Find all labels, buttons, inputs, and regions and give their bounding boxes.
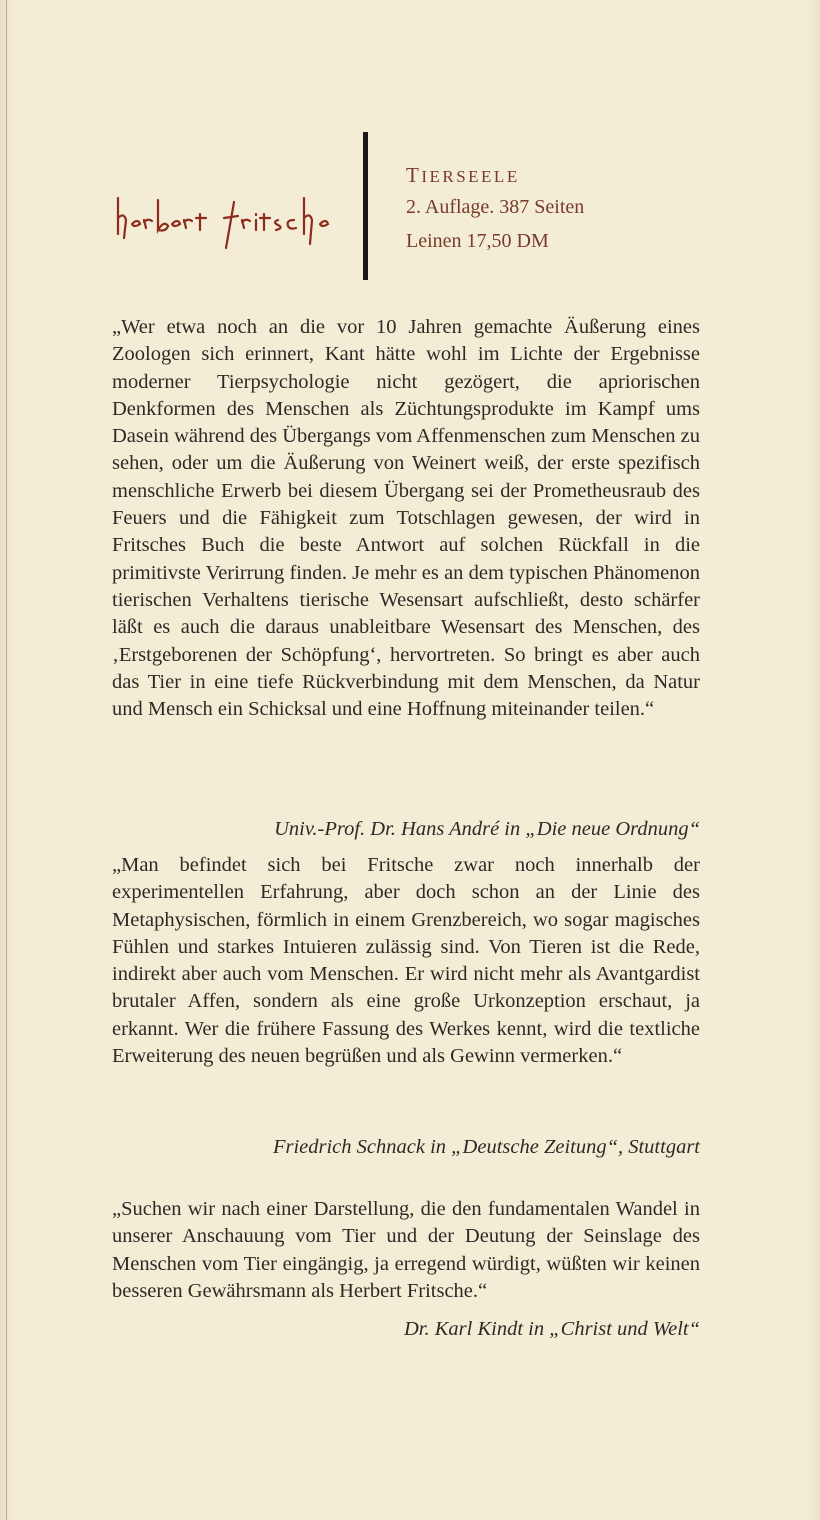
page-edge (6, 0, 7, 1520)
review-source-2: Friedrich Schnack in „Deutsche Zeitung“, Stuttgart (272, 1136, 700, 1158)
review-source-3: Dr. Karl Kindt in „Christ und Welt“ (404, 1318, 700, 1340)
review-source-1: Univ.-Prof. Dr. Hans André in „Die neue Ordnung“ (274, 818, 700, 840)
book-edition: 2. Auflage. 387 Seiten (406, 196, 585, 218)
vertical-divider (363, 132, 368, 280)
author-signature (112, 190, 352, 250)
review-quote-2: „Man befindet sich bei Fritsche zwar noch innerhalb der experimentellen Erfahrung, aber doch schon an der Linie des Metaphysischen, förmlich in einem Grenzbereich, wo sogar magisches Fühlen und starkes Intuieren zulässig sind. Von Tieren ist die Rede, indirekt aber auch vom Menschen. Er wird nicht mehr als Avantgardist brutaler Affen, sondern als eine große Urkonzeption erschaut, ja erkannt. Wer die frühere Fassung des Werkes kennt, wird die textliche Erweiterung des neuen begrüßen und als Gewinn vermerken.“ (112, 854, 700, 1068)
book-price: Leinen 17,50 DM (406, 230, 549, 252)
review-quote-1: „Wer etwa noch an die vor 10 Jahren gemachte Äußerung eines Zoologen sich erinnert, Kant hätte wohl im Lichte der Ergebnisse moderner Tierpsychologie nicht gezögert, die apriorischen Denkformen des Menschen als Züchtungsprodukte im Kampf ums Dasein während des Übergangs vom Affenmenschen zum Menschen zu sehen, oder um die Äußerung von Weinert weiß, der erste spezifisch menschliche Erwerb bei diesem Übergang sei der Prometheusraub des Feuers und die Fähigkeit zum Totschlagen gewesen, der wird in Fritsches Buch die beste Antwort auf solchen Rückfall in die primitivste Verirrung finden. Je mehr es an dem typischen Phänomenon tierischen Verhaltens tierische Wesensart aufschließt, desto schärfer läßt es auch die daraus unableitbare Wesensart des Menschen, des ‚Erstgeborenen der Schöpfung‘, hervortreten. So bringt es aber auch das Tier in eine tiefe Rückverbindung mit dem Menschen, da Natur und Mensch ein Schicksal und eine Hoffnung miteinander teilen.“ (112, 316, 700, 721)
signature-drawing (112, 190, 352, 250)
review-quote-3: „Suchen wir nach einer Darstellung, die den fundamentalen Wandel in unserer Anschauung vom Tier und der Deutung der Seinslage des Menschen vom Tier eingängig, ja erregend würdigt, wüßten wir keinen besseren Gewährsmann als Herbert Fritsche.“ (112, 1198, 700, 1302)
book-info (406, 162, 706, 258)
book-title: TIERSEELE (406, 163, 520, 187)
